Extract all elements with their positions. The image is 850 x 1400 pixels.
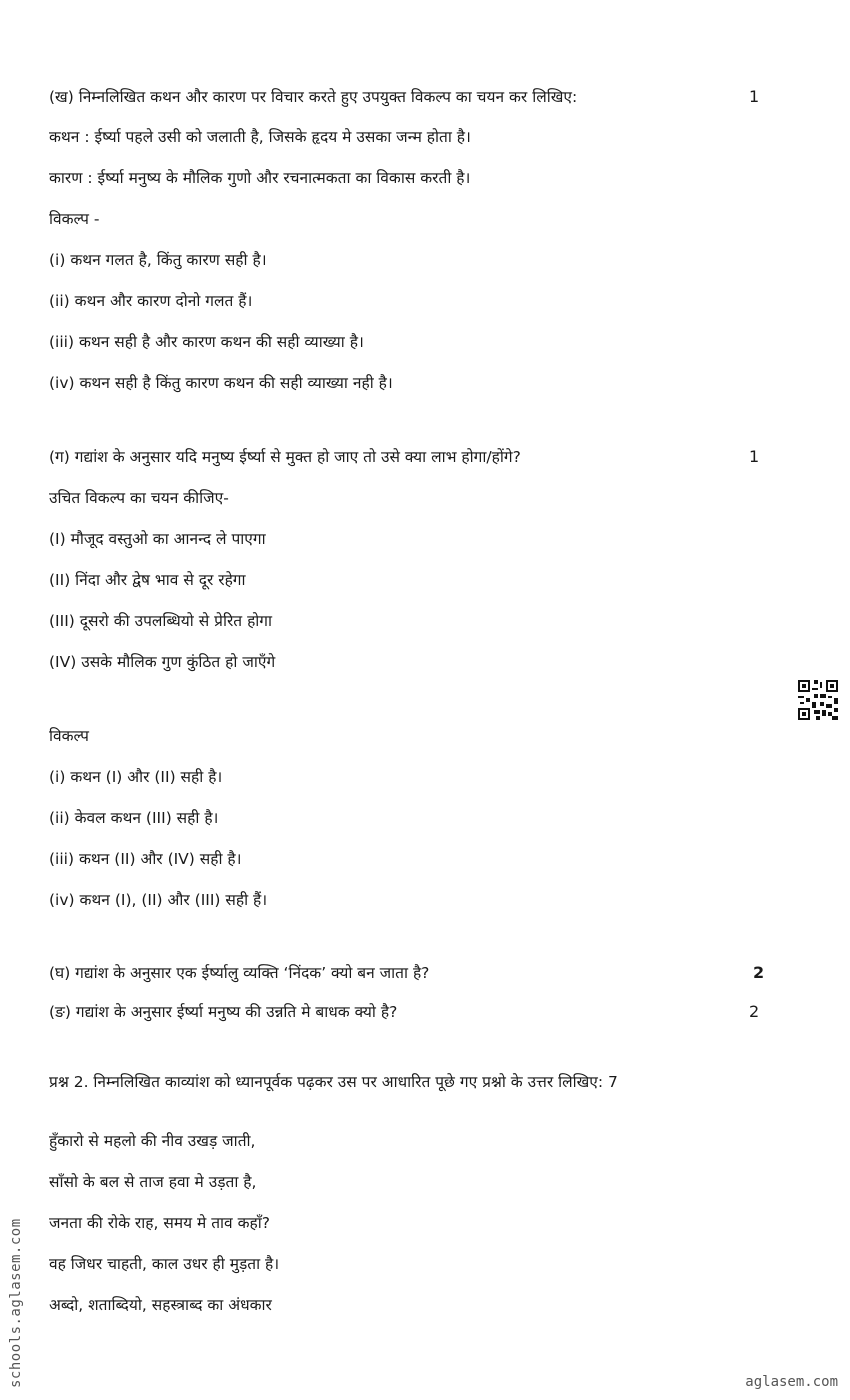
q-ga-marks: 1 bbox=[749, 447, 760, 466]
q-kha-text: (ख) निम्नलिखित कथन और कारण पर विचार करते हुए उपयुक्त विकल्प का चयन कर लिखिए: bbox=[49, 88, 578, 106]
q-ga-statement: (IV) उसके मौलिक गुण कुंठित हो जाएँगे bbox=[49, 653, 276, 671]
q-ga-options-heading: विकल्प bbox=[49, 727, 89, 745]
q-ga-option: (i) कथन (I) और (II) सही है। bbox=[49, 768, 223, 786]
q-ga-option: (iv) कथन (I), (II) और (III) सही हैं। bbox=[49, 891, 268, 909]
poem-line: जनता की रोके राह, समय मे ताव कहाँ? bbox=[49, 1214, 270, 1232]
poem-line: अब्दो, शताब्दियो, सहस्त्राब्द का अंधकार bbox=[49, 1296, 272, 1314]
poem-line: वह जिधर चाहती, काल उधर ही मुड़ता है। bbox=[49, 1255, 280, 1273]
poem-line: हुँकारो से महलो की नीव उखड़ जाती, bbox=[49, 1132, 256, 1150]
q-ga-text: (ग) गद्यांश के अनुसार यदि मनुष्य ईर्ष्या से मुक्त हो जाए तो उसे क्या लाभ होगा/होंगे? bbox=[49, 448, 521, 466]
q-nga-text: (ङ) गद्यांश के अनुसार ईर्ष्या मनुष्य की उन्नति मे बाधक क्यो है? bbox=[49, 1003, 398, 1021]
q-ga-option: (ii) केवल कथन (III) सही है। bbox=[49, 809, 219, 827]
q-nga-marks: 2 bbox=[749, 1002, 760, 1021]
qr-code-icon bbox=[798, 680, 838, 720]
q-kha-option: (iv) कथन सही है किंतु कारण कथन की सही व्याख्या नही है। bbox=[49, 374, 393, 392]
q-kha-reason: कारण : ईर्ष्या मनुष्य के मौलिक गुणो और रचनात्मकता का विकास करती है। bbox=[49, 169, 471, 187]
q-ga-option: (iii) कथन (II) और (IV) सही है। bbox=[49, 850, 242, 868]
q2-text: प्रश्न 2. निम्नलिखित काव्यांश को ध्यानपूर्वक पढ़कर उस पर आधारित पूछे गए प्रश्नो के उत्तर लिखिए: 7 bbox=[49, 1073, 618, 1091]
poem-line: साँसो के बल से ताज हवा मे उड़ता है, bbox=[49, 1173, 257, 1191]
q-ga-statement: (II) निंदा और द्वेष भाव से दूर रहेगा bbox=[49, 571, 246, 589]
q-kha-option: (ii) कथन और कारण दोनो गलत हैं। bbox=[49, 292, 253, 310]
q-ga-instruction: उचित विकल्प का चयन कीजिए- bbox=[49, 489, 229, 507]
q-ga-statement: (I) मौजूद वस्तुओ का आनन्द ले पाएगा bbox=[49, 530, 266, 548]
q-gha-marks: 2 bbox=[753, 963, 765, 982]
q-kha-option: (iii) कथन सही है और कारण कथन की सही व्याख्या है। bbox=[49, 333, 364, 351]
q-kha-marks: 1 bbox=[749, 87, 760, 106]
side-watermark: schools.aglasem.com bbox=[8, 1218, 24, 1388]
q-gha-text: (घ) गद्यांश के अनुसार एक ईर्ष्यालु व्यक्ति ‘निंदक’ क्यो बन जाता है? bbox=[49, 964, 430, 982]
q-kha-options-heading: विकल्प - bbox=[49, 210, 100, 228]
q-kha-option: (i) कथन गलत है, किंतु कारण सही है। bbox=[49, 251, 267, 269]
bottom-watermark: aglasem.com bbox=[745, 1374, 838, 1390]
q-ga-statement: (III) दूसरो की उपलब्धियो से प्रेरित होगा bbox=[49, 612, 273, 630]
q-kha-statement: कथन : ईर्ष्या पहले उसी को जलाती है, जिसके हृदय मे उसका जन्म होता है। bbox=[49, 128, 471, 146]
